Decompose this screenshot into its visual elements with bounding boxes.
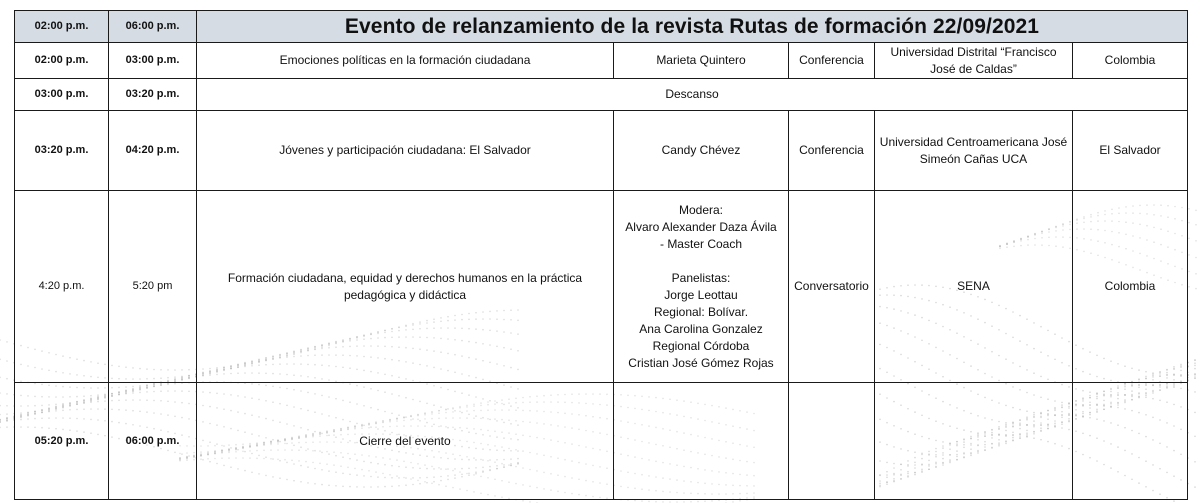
table-row (15, 111, 1188, 191)
topic-line: pedagógica y didáctica (343, 287, 467, 302)
row-institution: SENA (875, 191, 1073, 383)
row-end-time: 5:20 pm (109, 191, 197, 383)
row-type: Conferencia (789, 111, 875, 191)
speaker-line: Modera: (678, 202, 724, 217)
institution-line: Universidad Centroamericana José (879, 134, 1068, 149)
row-country: Colombia (1073, 191, 1188, 383)
event-title: Evento de relanzamiento de la revista Rutas de formación 22/09/2021 (197, 11, 1188, 43)
empty-cell (789, 383, 875, 500)
speaker-line: - Master Coach (659, 236, 743, 251)
row-speakers (614, 191, 789, 383)
event-schedule-table (14, 10, 1188, 500)
row-speaker: Marieta Quintero (614, 43, 789, 79)
row-start-time: 02:00 p.m. (15, 43, 109, 79)
row-type: Conversatorio (789, 191, 875, 383)
row-country: Colombia (1073, 43, 1188, 79)
row-start-time: 03:20 p.m. (15, 111, 109, 191)
row-institution (875, 111, 1073, 191)
row-type: Conferencia (789, 43, 875, 79)
row-end-time: 04:20 p.m. (109, 111, 197, 191)
empty-cell (1073, 383, 1188, 500)
empty-cell (875, 383, 1073, 500)
table-row (15, 43, 1188, 79)
speaker-line: Alvaro Alexander Daza Ávila (625, 219, 777, 234)
speaker-line: Jorge Leottau (664, 287, 738, 302)
institution-line: Universidad Distrital “Francisco (890, 44, 1057, 59)
row-start-time: 05:20 p.m. (15, 383, 109, 500)
table-row (15, 191, 1188, 383)
row-topic: Emociones políticas en la formación ciudadana (197, 43, 614, 79)
institution-line: José de Caldas” (930, 61, 1017, 76)
table-row (15, 79, 1188, 111)
speaker-line: Panelistas: (671, 270, 731, 285)
header-row (15, 11, 1188, 43)
row-start-time: 03:00 p.m. (15, 79, 109, 111)
row-topic: Jóvenes y participación ciudadana: El Salvador (197, 111, 614, 191)
row-end-time: 06:00 p.m. (109, 383, 197, 500)
row-start-time: 4:20 p.m. (15, 191, 109, 383)
table-row (15, 383, 1188, 500)
break-label: Descanso (197, 79, 1188, 111)
row-end-time: 03:20 p.m. (109, 79, 197, 111)
institution-line: Simeón Cañas UCA (919, 151, 1028, 166)
spacer (616, 253, 786, 270)
topic-line: Formación ciudadana, equidad y derechos humanos en la práctica (227, 270, 583, 285)
speaker-line: Regional Córdoba (652, 338, 750, 353)
row-country: El Salvador (1073, 111, 1188, 191)
row-end-time: 03:00 p.m. (109, 43, 197, 79)
speaker-line: Regional: Bolívar. (653, 304, 749, 319)
speaker-line: Cristian José Gómez Rojas (628, 355, 774, 370)
row-institution (875, 43, 1073, 79)
speaker-line: Ana Carolina Gonzalez (639, 321, 763, 336)
header-end-time: 06:00 p.m. (109, 11, 197, 43)
row-topic: Cierre del evento (197, 383, 614, 500)
row-speaker: Candy Chévez (614, 111, 789, 191)
row-topic (197, 191, 614, 383)
empty-cell (614, 383, 789, 500)
header-start-time: 02:00 p.m. (15, 11, 109, 43)
